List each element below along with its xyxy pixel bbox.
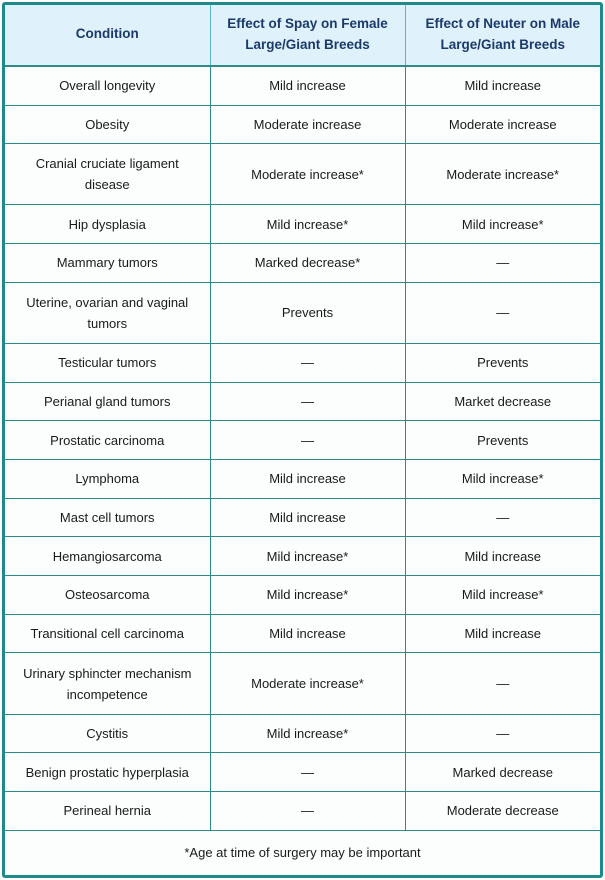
cell-condition: Hip dysplasia <box>5 205 210 244</box>
cell-spay-effect: Moderate increase* <box>210 144 405 205</box>
cell-neuter-effect: — <box>405 244 600 283</box>
table-row <box>5 460 600 499</box>
cell-spay-effect: Mild increase* <box>210 714 405 753</box>
cell-spay-effect: — <box>210 421 405 460</box>
cell-spay-effect: Moderate increase <box>210 105 405 144</box>
table-row <box>5 282 600 343</box>
table-row <box>5 66 600 105</box>
cell-condition: Urinary sphincter mechanism incompetence <box>5 653 210 714</box>
column-header-condition-line1: Condition <box>75 26 139 42</box>
cell-spay-effect: Moderate increase* <box>210 653 405 714</box>
cell-neuter-effect: — <box>405 498 600 537</box>
cell-condition: Mammary tumors <box>5 244 210 283</box>
cell-spay-effect: Prevents <box>210 282 405 343</box>
cell-spay-effect: — <box>210 344 405 383</box>
cell-neuter-effect: Mild increase* <box>405 576 600 615</box>
cell-neuter-effect: Moderate increase* <box>405 144 600 205</box>
table-row <box>5 205 600 244</box>
cell-condition: Cystitis <box>5 714 210 753</box>
cell-condition: Uterine, ovarian and vaginal tumors <box>5 282 210 343</box>
cell-neuter-effect: — <box>405 714 600 753</box>
column-header-neuter-line2: Large/Giant Breeds <box>440 36 566 52</box>
cell-condition: Perineal hernia <box>5 792 210 831</box>
cell-neuter-effect: Moderate decrease <box>405 792 600 831</box>
table-row <box>5 653 600 714</box>
table-row <box>5 244 600 283</box>
cell-neuter-effect: Mild increase <box>405 537 600 576</box>
cell-condition: Lymphoma <box>5 460 210 499</box>
table-row <box>5 753 600 792</box>
table-row <box>5 421 600 460</box>
header-row <box>5 5 600 66</box>
cell-spay-effect: — <box>210 382 405 421</box>
cell-condition: Mast cell tumors <box>5 498 210 537</box>
cell-spay-effect: Mild increase* <box>210 576 405 615</box>
table-row <box>5 792 600 831</box>
table-row <box>5 537 600 576</box>
table-row <box>5 144 600 205</box>
column-header-spay-line1: Effect of Spay on Female <box>227 16 388 31</box>
table-row <box>5 714 600 753</box>
cell-neuter-effect: Prevents <box>405 421 600 460</box>
cell-condition: Obesity <box>5 105 210 144</box>
table-frame <box>2 2 603 878</box>
cell-spay-effect: Mild increase <box>210 460 405 499</box>
cell-condition: Transitional cell carcinoma <box>5 614 210 653</box>
footnote-text: *Age at time of surgery may be important <box>5 830 600 875</box>
table-row <box>5 382 600 421</box>
cell-neuter-effect: Moderate increase <box>405 105 600 144</box>
cell-spay-effect: Mild increase* <box>210 205 405 244</box>
cell-neuter-effect: Prevents <box>405 344 600 383</box>
cell-condition: Hemangiosarcoma <box>5 537 210 576</box>
table-footnote-row <box>5 830 600 875</box>
cell-spay-effect: — <box>210 753 405 792</box>
cell-condition: Osteosarcoma <box>5 576 210 615</box>
cell-neuter-effect: — <box>405 653 600 714</box>
cell-condition: Overall longevity <box>5 66 210 105</box>
cell-condition: Testicular tumors <box>5 344 210 383</box>
column-header-neuter-line1: Effect of Neuter on Male <box>425 16 581 31</box>
cell-condition: Benign prostatic hyperplasia <box>5 753 210 792</box>
column-header-neuter <box>405 5 600 66</box>
cell-condition: Prostatic carcinoma <box>5 421 210 460</box>
column-header-spay-line2: Large/Giant Breeds <box>245 36 370 52</box>
cell-condition: Perianal gland tumors <box>5 382 210 421</box>
cell-neuter-effect: Market decrease <box>405 382 600 421</box>
cell-condition: Cranial cruciate ligament disease <box>5 144 210 205</box>
table-row <box>5 498 600 537</box>
cell-neuter-effect: Mild increase <box>405 614 600 653</box>
table-row <box>5 344 600 383</box>
table-row <box>5 576 600 615</box>
cell-spay-effect: Mild increase* <box>210 537 405 576</box>
cell-spay-effect: — <box>210 792 405 831</box>
cell-neuter-effect: — <box>405 282 600 343</box>
cell-neuter-effect: Mild increase <box>405 66 600 105</box>
table-row <box>5 105 600 144</box>
table-row <box>5 614 600 653</box>
column-header-condition <box>5 5 210 66</box>
cell-neuter-effect: Marked decrease <box>405 753 600 792</box>
column-header-spay <box>210 5 405 66</box>
table-body <box>5 66 600 875</box>
table-header <box>5 5 600 66</box>
cell-neuter-effect: Mild increase* <box>405 205 600 244</box>
cell-spay-effect: Mild increase <box>210 614 405 653</box>
spay-neuter-effects-table <box>5 5 600 875</box>
cell-spay-effect: Mild increase <box>210 498 405 537</box>
cell-spay-effect: Marked decrease* <box>210 244 405 283</box>
cell-spay-effect: Mild increase <box>210 66 405 105</box>
cell-neuter-effect: Mild increase* <box>405 460 600 499</box>
